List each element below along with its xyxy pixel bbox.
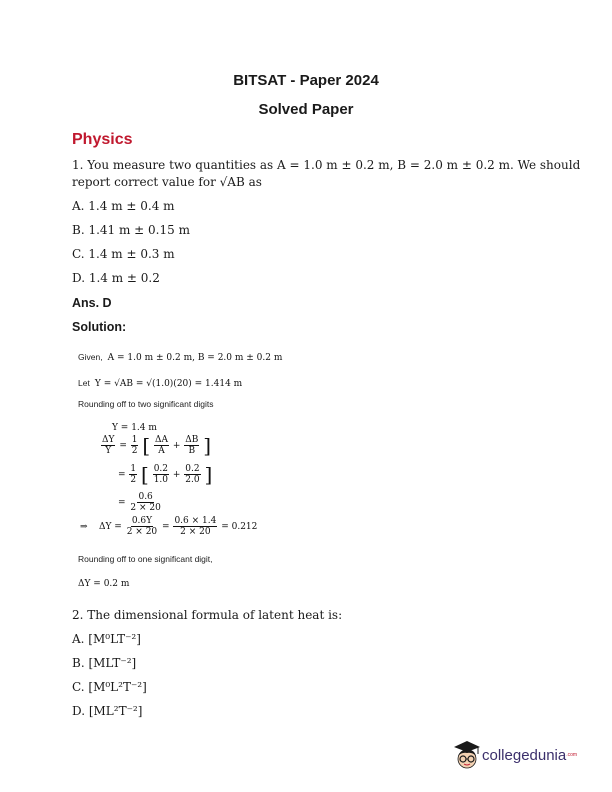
delta-y-fraction-1: $\frac{0.6Y}{2 \times 20}$ bbox=[126, 516, 158, 537]
answer-label: Ans. D bbox=[72, 296, 112, 310]
collegedunia-logo bbox=[452, 738, 577, 772]
delta-y-result: = 0.212 bbox=[221, 522, 258, 532]
question-1-option-d: D. 1.4 m ± 0.2 bbox=[72, 271, 160, 285]
given-expression: A = 1.0 m ± 0.2 m, B = 2.0 m ± 0.2 m bbox=[107, 353, 283, 363]
graduate-mascot-icon bbox=[452, 738, 482, 772]
solution-label: Solution: bbox=[72, 320, 127, 334]
let-prefix: Let bbox=[78, 378, 90, 388]
section-heading: Physics bbox=[72, 131, 133, 148]
db-over-b: $\frac{\Delta B}{B}$ bbox=[185, 435, 199, 456]
question-1-option-a: A. 1.4 m ± 0.4 m bbox=[72, 199, 175, 213]
rounding-one-note: Rounding off to one significant digit, bbox=[78, 554, 213, 564]
let-line bbox=[78, 371, 242, 390]
question-2-option-a: A. [M⁰LT⁻²] bbox=[72, 632, 141, 646]
brand-suffix: .com bbox=[566, 752, 578, 758]
value-fraction-1: $\frac{0.2}{1.0}$ bbox=[153, 464, 169, 485]
half-fraction: $\frac{1}{2}$ bbox=[131, 435, 138, 456]
half-fraction-2: $\frac{1}{2}$ bbox=[130, 464, 137, 485]
paper-subtitle: Solved Paper bbox=[258, 101, 354, 118]
y-value: Y = 1.4 m bbox=[112, 423, 157, 433]
substitution-equation: = $\frac{1}{2}$ [ $\frac{0.2}{1.0}$ + $\frac{0.2}{2.0}$ ] bbox=[118, 462, 213, 487]
delta-y-label: ΔY = bbox=[99, 522, 122, 532]
question-2-option-b: B. [MLT⁻²] bbox=[72, 656, 137, 670]
question-2-option-d: D. [ML²T⁻²] bbox=[72, 704, 143, 718]
implies-arrow: ⇒ bbox=[80, 522, 88, 532]
delta-y-fraction-2: $\frac{0.6 \times 1.4}{2 \times 20}$ bbox=[174, 516, 217, 537]
given-prefix: Given, bbox=[78, 352, 103, 362]
given-line bbox=[78, 345, 282, 364]
paper-title: BITSAT - Paper 2024 bbox=[233, 72, 379, 89]
brand-name: collegedunia bbox=[482, 746, 567, 764]
result-fraction-line: = $\frac{0.6}{2 \times 20}$ bbox=[118, 492, 161, 513]
question-1-option-c: C. 1.4 m ± 0.3 m bbox=[72, 247, 175, 261]
question-2-text: 2. The dimensional formula of latent heat is: bbox=[72, 608, 343, 622]
question-2-option-c: C. [M⁰L²T⁻²] bbox=[72, 680, 147, 694]
dy-over-y: $\frac{\Delta Y}{Y}$ bbox=[102, 435, 115, 456]
value-fraction-2: $\frac{0.2}{2.0}$ bbox=[185, 464, 200, 485]
question-1-line-1: 1. You measure two quantities as A = 1.0 m ± 0.2 m, B = 2.0 m ± 0.2 m. We should bbox=[72, 158, 581, 172]
let-expression: Y = √AB = √(1.0)(20) = 1.414 m bbox=[94, 379, 243, 389]
question-1-option-b: B. 1.41 m ± 0.15 m bbox=[72, 223, 190, 237]
final-delta-y: ΔY = 0.2 m bbox=[78, 579, 130, 589]
relative-error-equation: $\frac{\Delta Y}{Y}$ = $\frac{1}{2}$ [ $\frac{\Delta A}{A}$ + $\frac{\Delta B}{B}$ ] bbox=[102, 433, 212, 458]
da-over-a: $\frac{\Delta A}{A}$ bbox=[155, 435, 169, 456]
rounding-two-note: Rounding off to two significant digits bbox=[78, 399, 214, 409]
result-fraction: $\frac{0.6}{2 \times 20}$ bbox=[130, 492, 161, 513]
delta-y-equation: ⇒ ΔY = $\frac{0.6Y}{2 \times 20}$ = $\frac{0.6 \times 1.4}{2 \times 20}$ = 0.212 bbox=[80, 516, 258, 537]
question-1-line-2: report correct value for √AB as bbox=[72, 175, 262, 189]
